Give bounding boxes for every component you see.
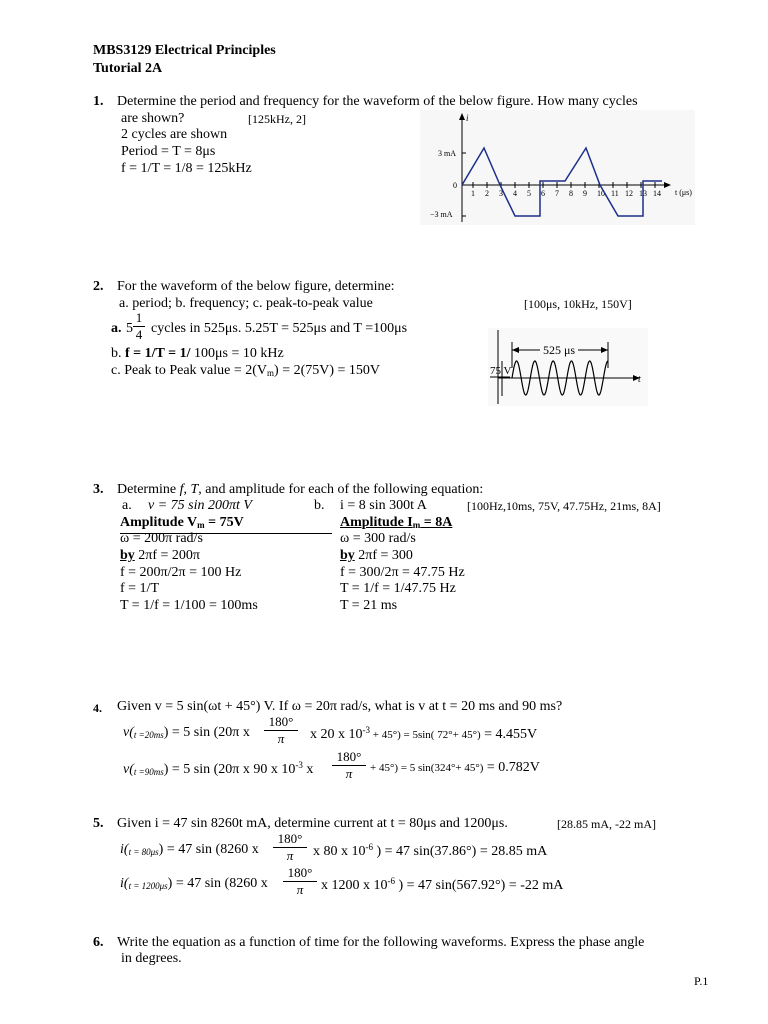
q2-sine-figure — [488, 328, 648, 406]
q2-a-fraction: 1 4 — [133, 311, 145, 342]
q1-y-label: i — [466, 113, 469, 123]
q3-a-label: a. — [122, 498, 132, 513]
q3-a-equation: v = 75 sin 200πt V — [148, 498, 252, 513]
q1-tick-label: 7 — [555, 189, 559, 198]
q4-row1-b: x 20 x $10^{-3} + 45^\circ) = 5\sin$( 72°+ 45°) = 4.455V — [310, 725, 538, 742]
q3-b-label: b. — [314, 498, 325, 513]
q1-pos-label: 3 mA — [438, 149, 456, 158]
q5-number: 5. — [93, 816, 104, 831]
q1-tick-label: 10 — [597, 189, 605, 198]
q6-number: 6. — [93, 935, 104, 950]
q2-a-text: cycles in 525μs. 5.25T = 525μs and T =100μs — [151, 321, 408, 336]
q5-row2-a: $i(_{t = 1200\mu s}) = 47$ sin (8260 x — [120, 876, 268, 891]
q3-b-omega: ω = 300 rad/s — [340, 531, 416, 546]
q1-waveform-figure — [420, 110, 695, 225]
q2-a-whole: 5 — [126, 321, 133, 336]
q2-text-line1: For the waveform of the below figure, determine: — [117, 279, 395, 294]
q1-tick-label: 9 — [583, 189, 587, 198]
q3-a-amplitude: Amplitude $V_m = 75V$ — [120, 515, 332, 534]
q1-answer: [125kHz, 2] — [248, 112, 306, 126]
q5-row1-a: $i(_{t = 80\mu s}) = 47$ sin (8260 x — [120, 842, 259, 857]
q3-a-T: T = 1/f = 1/100 = 100ms — [120, 598, 258, 613]
q2-amp-label: 75 V — [490, 365, 512, 377]
q1-step3: f = 1/T = 1/8 = 125kHz — [121, 161, 252, 176]
q5-row2-b: x 1200 x $10^{-6}$ ) = 47 sin(567.92°) = -22 mA — [321, 876, 564, 893]
q2-a-label: a. — [111, 321, 122, 336]
q2-span-label: 525 μs — [543, 343, 576, 357]
q5-answer: [28.85 mA, -22 mA] — [557, 817, 656, 831]
q3-b-f2: T = 1/f = 1/47.75 Hz — [340, 581, 456, 596]
q2-answer: [100μs, 10kHz, 150V] — [524, 297, 632, 311]
q1-tick-label: 8 — [569, 189, 573, 198]
q4-row1-fraction: 180° π — [264, 715, 298, 746]
q3-a-by: by 2πf = 200π — [120, 548, 200, 563]
q1-tick-label: 13 — [639, 189, 647, 198]
q5-row1-b: x 80 x $10^{-6}$ ) = 47 sin(37.86°) = 28.85 mA — [313, 842, 548, 859]
page-number: P.1 — [694, 974, 709, 988]
q6-text-line2: in degrees. — [121, 951, 182, 966]
q1-tick-label: 11 — [611, 189, 619, 198]
q4-row2-fraction: 180° π — [332, 750, 366, 781]
q1-text-line1: Determine the period and frequency for the waveform of the below figure. How many cycles — [117, 94, 638, 109]
q2-t-label: t — [638, 374, 641, 385]
q4-text-line1: Given v = 5 sin(ωt + 45°) V. If ω = 20π rad/s, what is v at t = 20 ms and 90 ms? — [117, 699, 563, 714]
q1-zero-label: 0 — [453, 181, 457, 190]
q6-text-line1: Write the equation as a function of time for the following waveforms. Express the phase angle — [117, 935, 645, 950]
q5-row2-fraction: 180° π — [283, 866, 317, 897]
q3-b-by: by 2πf = 300 — [340, 548, 413, 563]
q4-number: 4. — [93, 701, 102, 715]
q1-tick-label: 6 — [541, 189, 545, 198]
q5-text-line1: Given i = 47 sin 8260t mA, determine current at t = 80μs and 1200μs. — [117, 816, 508, 831]
q2-text-line2: a. period; b. frequency; c. peak-to-peak value — [119, 296, 373, 311]
q2-c: c. Peak to Peak value = $2(V_m) = 2(75V) = 150V$ — [111, 363, 381, 378]
q1-tick-label: 1 — [471, 189, 475, 198]
q1-tick-label: 2 — [485, 189, 489, 198]
q1-number: 1. — [93, 94, 104, 109]
q3-a-f: f = 200π/2π = 100 Hz — [120, 565, 242, 580]
q1-tick-label: 4 — [513, 189, 517, 198]
q1-text-line2: are shown? — [121, 111, 185, 126]
q3-answer: [100Hz,10ms, 75V, 47.75Hz, 21ms, 8A] — [467, 499, 661, 513]
q3-b-T: T = 21 ms — [340, 598, 398, 613]
q5-row1-fraction: 180° π — [273, 832, 307, 863]
q1-tick-label: 12 — [625, 189, 633, 198]
q4-row1-a: $v(_{t =20ms}) = 5$ sin (20π x — [123, 725, 250, 740]
q3-b-f: f = 300/2π = 47.75 Hz — [340, 565, 465, 580]
q1-step1: 2 cycles are shown — [121, 127, 228, 142]
q2-b: b. f = 1/T = 1/ 100μs = 10 kHz — [111, 346, 284, 361]
q3-number: 3. — [93, 482, 104, 497]
q3-a-f2: f = 1/T — [120, 581, 159, 596]
q3-b-amplitude: Amplitude $I_m = 8A$ — [340, 515, 453, 530]
q1-neg-label: −3 mA — [430, 210, 453, 219]
q1-x-unit: t (μs) — [675, 188, 692, 197]
q3-b-equation: i = 8 sin 300t A — [340, 498, 427, 513]
q4-row2-a: $v(_{t =90ms}) = 5$ sin (20π x 90 x $10^{-3}$ x — [123, 760, 314, 777]
course-title: MBS3129 Electrical Principles — [93, 43, 276, 58]
q1-tick-label: 5 — [527, 189, 531, 198]
q3-a-omega: ω = 200π rad/s — [120, 531, 203, 546]
q4-row2-b: + 45°) = 5 sin(324°+ 45°) = 0.782V — [370, 760, 540, 775]
q1-tick-label: 3 — [499, 189, 503, 198]
tutorial-title: Tutorial 2A — [93, 61, 163, 76]
q1-tick-label: 14 — [653, 189, 661, 198]
q3-text-line1: Determine f, T, and amplitude for each of the following equation: — [117, 482, 484, 497]
q2-number: 2. — [93, 279, 104, 294]
q1-step2: Period = T = 8μs — [121, 144, 216, 159]
